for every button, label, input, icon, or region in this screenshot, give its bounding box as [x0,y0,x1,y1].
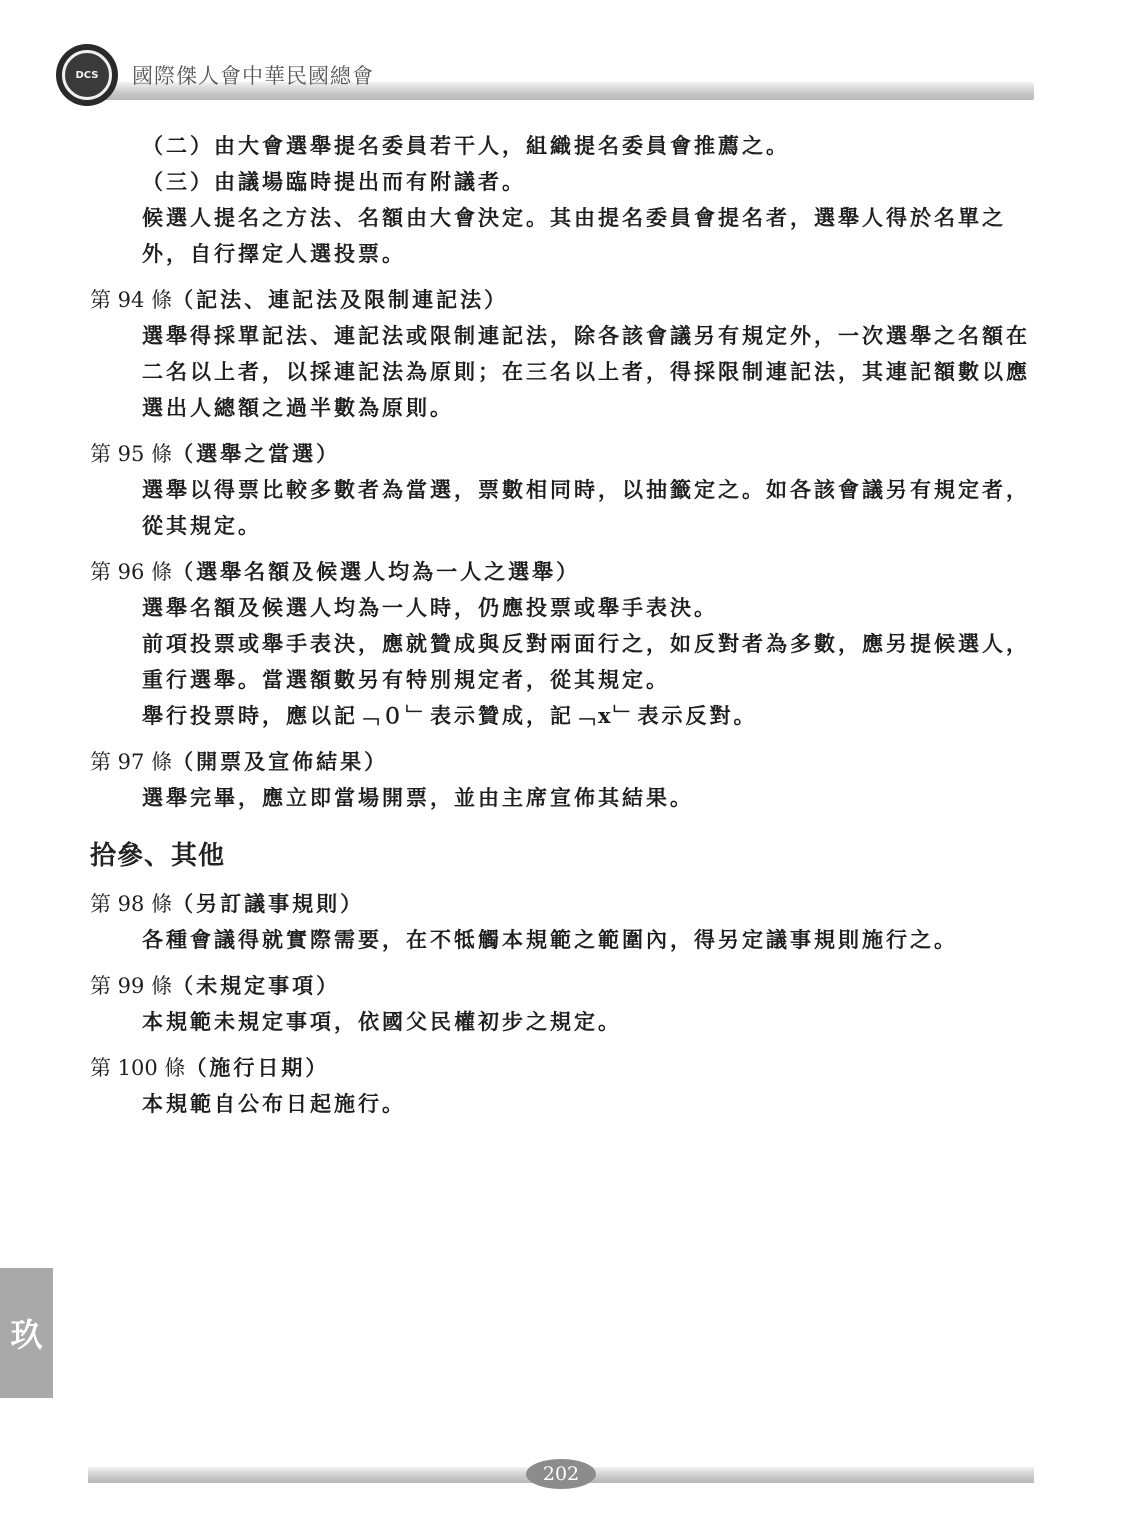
article-number: 第 94 條 [90,288,173,312]
article-paragraph: 舉行投票時，應以記﹁０﹂表示贊成，記﹁x﹂表示反對。 [142,703,758,728]
article-heading [90,886,1040,922]
article-heading [90,282,1040,318]
article-94 [90,282,1040,426]
intro-paragraph: 候選人提名之方法、名額由大會決定。其由提名委員會提名者，選舉人得於名單之外，自行擇定人選投票。 [142,205,1006,266]
article-heading [90,436,1040,472]
article-paragraph: 選舉完畢，應立即當場開票，並由主席宣佈其結果。 [142,785,694,810]
section-heading: 拾參、其他 [90,841,226,871]
logo-text: DCS [75,69,99,81]
article-paragraph: 前項投票或舉手表決，應就贊成與反對兩面行之，如反對者為多數，應另提候選人，重行選舉。當選額數另有特別規定者，從其規定。 [142,631,1030,692]
article-number: 第 96 條 [90,560,173,584]
article-heading [90,968,1040,1004]
article-99 [90,968,1040,1040]
organization-logo [56,44,118,106]
article-title: （開票及宣佈結果） [172,749,389,774]
article-heading [90,744,1040,780]
article-96 [90,554,1040,734]
article-number: 第 99 條 [90,974,173,998]
document-body [90,128,1040,1122]
article-title: （記法、連記法及限制連記法） [172,287,509,312]
article-number: 第 97 條 [90,750,173,774]
article-title: （另訂議事規則） [172,891,365,916]
article-paragraph: 本規範自公布日起施行。 [142,1091,406,1116]
chapter-side-tab [0,1268,53,1398]
page-number-label: 202 [542,1463,580,1485]
article-paragraph: 本規範未規定事項，依國父民權初步之規定。 [142,1009,622,1034]
article-number: 第 98 條 [90,892,173,916]
article-100 [90,1050,1040,1122]
article-paragraph: 選舉以得票比較多數者為當選，票數相同時，以抽籤定之。如各該會議另有規定者，從其規定。 [142,477,1030,538]
article-95 [90,436,1040,544]
intro-paragraph: （二）由大會選舉提名委員若干人，組織提名委員會推薦之。 [142,133,790,158]
chapter-tab-label: 玖 [10,1316,43,1354]
article-paragraph: 各種會議得就實際需要，在不牴觸本規範之範圍內，得另定議事規則施行之。 [142,927,958,952]
article-number: 第 100 條 [90,1056,186,1080]
article-paragraph: 選舉名額及候選人均為一人時，仍應投票或舉手表決。 [142,595,718,620]
article-title: （施行日期） [185,1055,330,1080]
page-number [526,1459,596,1489]
article-title: （選舉名額及候選人均為一人之選舉） [172,559,581,584]
organization-name: 國際傑人會中華民國總會 [132,64,374,88]
article-title: （選舉之當選） [172,441,341,466]
intro-paragraph: （三）由議場臨時提出而有附議者。 [142,169,526,194]
article-title: （未規定事項） [172,973,341,998]
article-heading [90,1050,1040,1086]
article-97 [90,744,1040,816]
article-paragraph: 選舉得採單記法、連記法或限制連記法，除各該會議另有規定外，一次選舉之名額在二名以上者，以採連記法為原則；在三名以上者，得採限制連記法，其連記額數以應選出人總額之過半數為原則。 [142,323,1030,420]
article-98 [90,886,1040,958]
logo-ring [62,50,112,100]
article-heading [90,554,1040,590]
article-number: 第 95 條 [90,442,173,466]
